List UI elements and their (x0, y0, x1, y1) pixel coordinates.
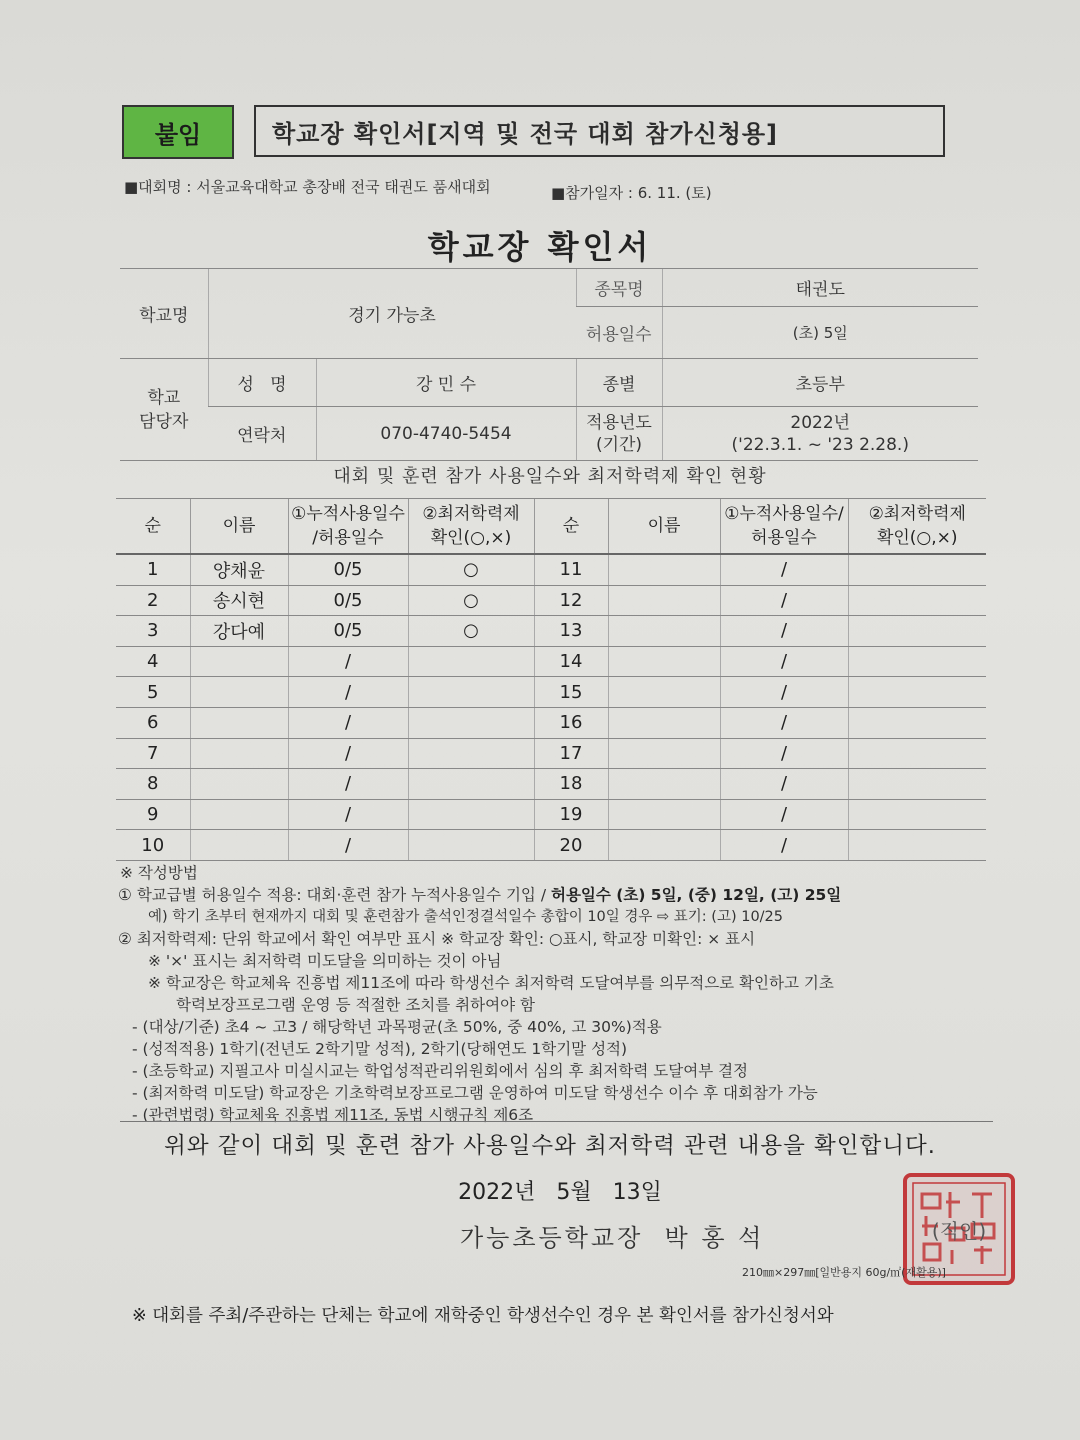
row-number: 15 (534, 677, 608, 708)
col-header: ①누적사용일수/ 허용일수 (720, 499, 848, 555)
document-title-box: 학교장 확인서[지역 및 전국 대회 참가신청용] (254, 105, 945, 157)
name-label: 성 명 (208, 359, 316, 407)
row-number: 6 (116, 707, 190, 738)
school-info-table (120, 268, 978, 461)
table-row (116, 707, 986, 738)
student-name (608, 799, 720, 830)
apply-period-value: ('22.3.1. ~ '23 2.28.) (731, 434, 909, 455)
used-days: 0/5 (288, 616, 408, 647)
col-header: ①누적사용일수 /허용일수 (288, 499, 408, 555)
row-number: 3 (116, 616, 190, 647)
table-row (116, 616, 986, 647)
min-achievement-check (408, 646, 534, 677)
student-name (608, 616, 720, 647)
row-number: 14 (534, 646, 608, 677)
seal-label: (직인) (931, 1219, 987, 1243)
used-days: / (288, 738, 408, 769)
row-number: 4 (116, 646, 190, 677)
manager-label: 학교 담당자 (120, 359, 208, 461)
col-header: 순 (534, 499, 608, 555)
event-date: ■참가일자 : 6. 11. (토) (551, 184, 712, 202)
min-achievement-check (408, 799, 534, 830)
student-name (608, 585, 720, 616)
student-name (608, 738, 720, 769)
used-days: / (288, 707, 408, 738)
table-row (116, 554, 986, 585)
used-days: / (288, 769, 408, 800)
row-number: 8 (116, 769, 190, 800)
row-number: 7 (116, 738, 190, 769)
category-value: 초등부 (662, 359, 978, 407)
used-days: / (288, 646, 408, 677)
min-achievement-check (848, 738, 986, 769)
school-value: 경기 가능초 (208, 269, 576, 359)
signature-date: 2022년 5월 13일 (458, 1180, 662, 1205)
table-row (116, 769, 986, 800)
table-row (116, 799, 986, 830)
row-number: 9 (116, 799, 190, 830)
writing-instructions (118, 862, 998, 1126)
header-row (122, 105, 945, 157)
table-row (116, 830, 986, 861)
col-header: ②최저학력제 확인(○,×) (848, 499, 986, 555)
event-type-label: 종목명 (576, 269, 662, 307)
min-achievement-check (848, 554, 986, 585)
note-line: ※ 학교장은 학교체육 진흥법 제11조에 따라 학생선수 최저학력 도달여부를 의무적으로 확인하고 기초 (148, 974, 834, 992)
used-days: / (720, 677, 848, 708)
table-row (116, 677, 986, 708)
row-number: 10 (116, 830, 190, 861)
row-number: 12 (534, 585, 608, 616)
note-line: 예) 학기 초부터 현재까지 대회 및 훈련참가 출석인정결석일수 총합이 10일 경우 ⇨ 표기: (고) 10/25 (148, 909, 784, 925)
note-line: 학력보장프로그램 운영 등 적절한 조치를 취하여야 함 (176, 996, 535, 1014)
category-label: 종별 (576, 359, 662, 407)
student-name (190, 707, 288, 738)
min-achievement-check: ○ (408, 585, 534, 616)
note-line: ※ '×' 표시는 최저학력 미도달을 의미하는 것이 아님 (148, 952, 502, 970)
page-title: 학교장 확인서 (427, 228, 653, 266)
min-achievement-check (408, 707, 534, 738)
used-days: / (720, 769, 848, 800)
roster-header-row (116, 499, 986, 555)
used-days: 0/5 (288, 554, 408, 585)
row-number: 13 (534, 616, 608, 647)
paper-size-note: 210㎜×297㎜[일반용지 60g/㎡(재활용)] (742, 1266, 946, 1279)
student-name: 양채윤 (190, 554, 288, 585)
min-achievement-check (408, 738, 534, 769)
table-row (116, 646, 986, 677)
student-name (608, 646, 720, 677)
used-days: / (720, 707, 848, 738)
student-name (190, 830, 288, 861)
min-achievement-check (848, 677, 986, 708)
min-achievement-check: ○ (408, 554, 534, 585)
min-achievement-check (408, 830, 534, 861)
student-name (608, 677, 720, 708)
student-name (190, 738, 288, 769)
min-achievement-check (848, 616, 986, 647)
used-days: / (288, 799, 408, 830)
row-number: 20 (534, 830, 608, 861)
student-name (190, 799, 288, 830)
min-achievement-check (848, 769, 986, 800)
note-line: ② 최저학력제: 단위 학교에서 확인 여부만 표시 ※ 학교장 확인: ○표시, 학교장 미확인: × 표시 (118, 930, 756, 948)
contact-value: 070-4740-5454 (316, 407, 576, 461)
row-number: 2 (116, 585, 190, 616)
row-number: 17 (534, 738, 608, 769)
student-name: 송시현 (190, 585, 288, 616)
student-name: 강다예 (190, 616, 288, 647)
used-days: / (720, 830, 848, 861)
notes-heading: ※ 작성방법 (120, 864, 198, 882)
event-type-value: 태권도 (662, 269, 978, 307)
student-name (190, 769, 288, 800)
col-header: 이름 (190, 499, 288, 555)
min-achievement-check (408, 677, 534, 708)
table-row (116, 585, 986, 616)
used-days: / (720, 554, 848, 585)
confirmation-statement: 위와 같이 대회 및 훈련 참가 사용일수와 최저학력 관련 내용을 확인합니다. (164, 1133, 936, 1159)
contact-label: 연락처 (208, 407, 316, 461)
apply-year-cell (662, 407, 978, 461)
row-number: 18 (534, 769, 608, 800)
student-name (190, 646, 288, 677)
used-days: / (720, 738, 848, 769)
student-name (190, 677, 288, 708)
row-number: 16 (534, 707, 608, 738)
used-days: / (720, 799, 848, 830)
name-value: 강 민 수 (316, 359, 576, 407)
min-achievement-check (848, 830, 986, 861)
used-days: / (288, 677, 408, 708)
school-label: 학교명 (120, 269, 208, 359)
allowed-days-label: 허용일수 (576, 307, 662, 359)
attachment-badge: 붙임 (122, 105, 234, 159)
used-days: / (720, 616, 848, 647)
min-achievement-check (408, 769, 534, 800)
divider (120, 1121, 993, 1122)
row-number: 1 (116, 554, 190, 585)
note-line: - (초등학교) 지필고사 미실시교는 학업성적관리위원회에서 심의 후 최저학력 도달여부 결정 (132, 1062, 749, 1080)
student-name (608, 554, 720, 585)
min-achievement-check (848, 585, 986, 616)
apply-year-value: 2022년 (790, 412, 851, 433)
event-name: ■대회명 : 서울교육대학교 총장배 전국 태권도 품새대회 (124, 178, 491, 196)
row-number: 19 (534, 799, 608, 830)
roster-table (116, 498, 986, 861)
row-number: 5 (116, 677, 190, 708)
min-achievement-check: ○ (408, 616, 534, 647)
note-text-bold: 허용일수 (초) 5일, (중) 12일, (고) 25일 (550, 886, 842, 904)
student-name (608, 707, 720, 738)
note-line: - (대상/기준) 초4 ~ 고3 / 해당학년 과목평균(초 50%, 중 40%, 고 30%)적용 (132, 1018, 662, 1036)
min-achievement-check (848, 707, 986, 738)
principal-name: 가능초등학교장 박 홍 석 (460, 1224, 765, 1252)
row-number: 11 (534, 554, 608, 585)
section-caption: 대회 및 훈련 참가 사용일수와 최저학력제 확인 현황 (333, 466, 767, 487)
note-line: - (관련법령) 학교체육 진흥법 제11조, 동법 시행규칙 제6조 (132, 1106, 534, 1124)
apply-year-label: 적용년도 (기간) (576, 407, 662, 461)
col-header: 순 (116, 499, 190, 555)
min-achievement-check (848, 799, 986, 830)
student-name (608, 830, 720, 861)
used-days: / (720, 646, 848, 677)
note-line: - (성적적용) 1학기(전년도 2학기말 성적), 2학기(당해연도 1학기말 성적) (132, 1040, 628, 1058)
allowed-days-value: (초) 5일 (662, 307, 978, 359)
min-achievement-check (848, 646, 986, 677)
note-text: ① 학교급별 허용일수 적용: 대회·훈련 참가 누적사용일수 기입 / (118, 886, 551, 904)
col-header: 이름 (608, 499, 720, 555)
used-days: / (288, 830, 408, 861)
col-header: ②최저학력제 확인(○,×) (408, 499, 534, 555)
student-name (608, 769, 720, 800)
note-line: - (최저학력 미도달) 학교장은 기초학력보장프로그램 운영하여 미도달 학생선수 이수 후 대회참가 가능 (132, 1084, 818, 1102)
table-row (116, 738, 986, 769)
note-line (118, 884, 998, 906)
used-days: / (720, 585, 848, 616)
footer-note: ※ 대회를 주최/주관하는 단체는 학교에 재학중인 학생선수인 경우 본 확인서를 참가신청서와 (132, 1306, 834, 1326)
used-days: 0/5 (288, 585, 408, 616)
